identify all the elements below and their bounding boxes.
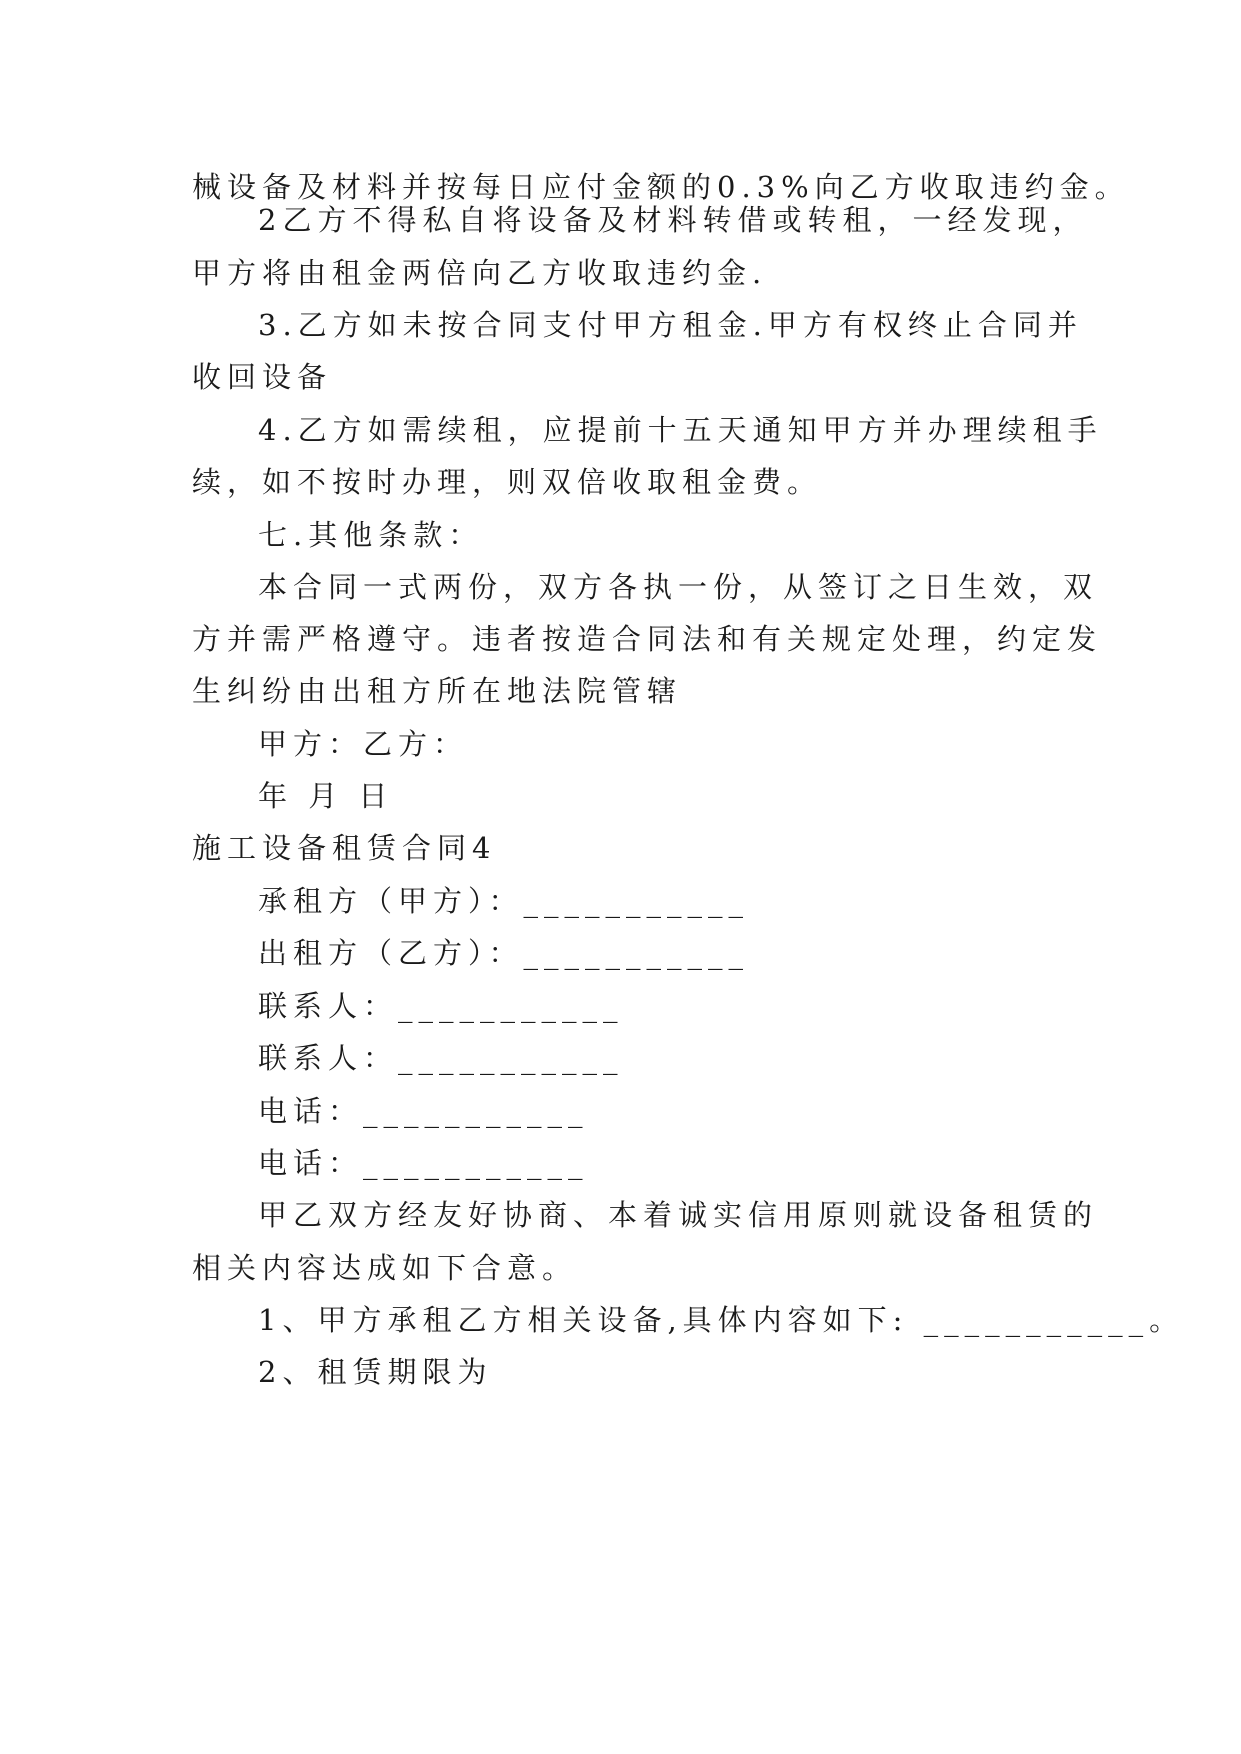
phone-field-1: 电话：___________ [258,1094,589,1128]
clause-1: 1、甲方承租乙方相关设备,具体内容如下: ___________。 [258,1303,1185,1337]
text-line-1: 械设备及材料并按每日应付金额的0.3%向乙方收取违约金。 [192,170,1130,204]
text-line-3: 甲方将由租金两倍向乙方收取违约金. [192,256,768,290]
lessee-field: 承租方（甲方）：___________ [258,884,750,918]
text-line-4: 3.乙方如未按合同支付甲方租金.甲方有权终止合同并 [258,308,1083,342]
text-line-2: 2乙方不得私自将设备及材料转借或转租，一经发现， [258,203,1088,237]
text-line-7: 续，如不按时办理，则双倍收取租金费。 [192,465,823,499]
signature-line: 甲方：乙方： [258,727,469,761]
contact-field-1: 联系人：___________ [258,989,624,1023]
date-line: 年 月 日 [258,779,394,813]
text-line-5: 收回设备 [192,360,333,394]
text-line-9: 本合同一式两份，双方各执一份，从签订之日生效，双 [258,570,1099,604]
section-heading-other-terms: 七.其他条款： [258,518,484,552]
text-line-22: 相关内容达成如下合意。 [192,1251,578,1285]
phone-field-2: 电话：___________ [258,1146,589,1180]
contract-title: 施工设备租赁合同4 [192,831,497,865]
clause-2: 2、租赁期限为 [258,1355,493,1389]
lessor-field: 出租方（乙方）：___________ [258,936,750,970]
text-line-11: 生纠纷由出租方所在地法院管辖 [192,674,683,708]
text-line-10: 方并需严格遵守。违者按造合同法和有关规定处理，约定发 [192,622,1103,656]
text-line-6: 4.乙方如需续租，应提前十五天通知甲方并办理续租手 [258,413,1103,447]
text-line-21: 甲乙双方经友好协商、本着诚实信用原则就设备租赁的 [258,1198,1099,1232]
contact-field-2: 联系人：___________ [258,1041,624,1075]
